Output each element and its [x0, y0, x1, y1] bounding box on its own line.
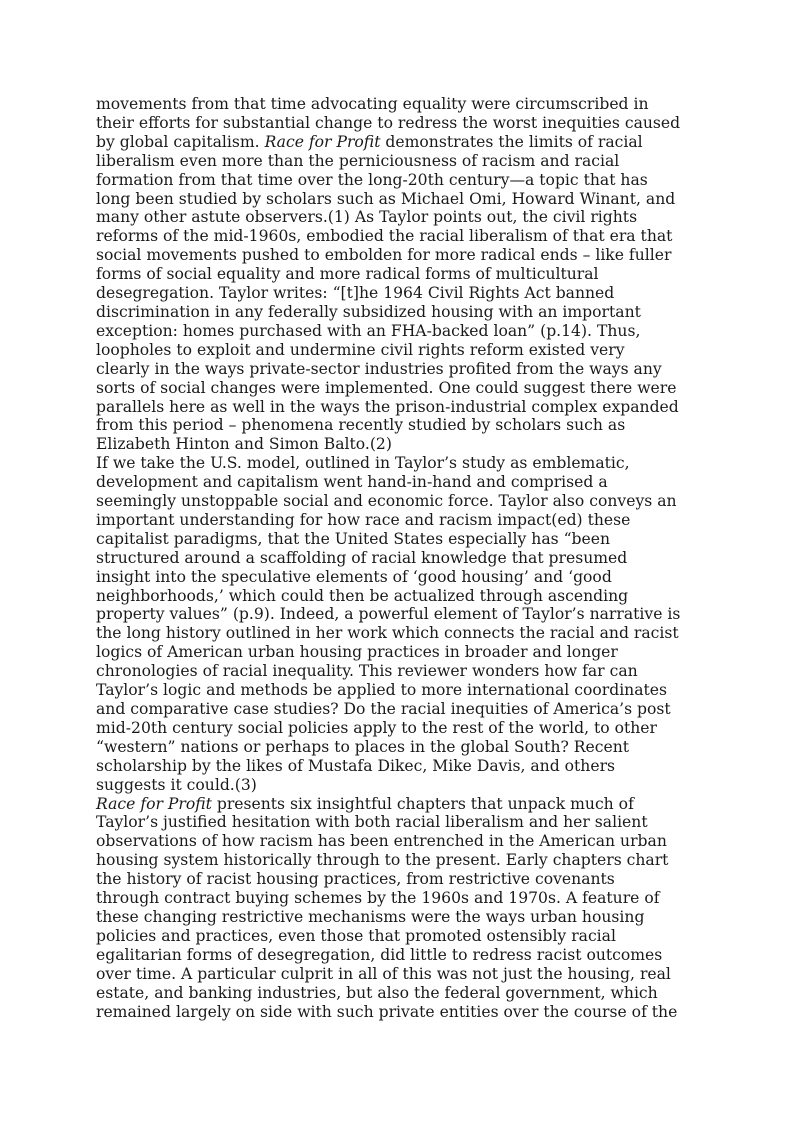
text-line	[96, 190, 708, 209]
text-run: through contract buying schemes by the 1960s and 1970s. A feature of	[96, 889, 660, 908]
text-run: estate, and banking industries, but also the federal government, which	[96, 983, 658, 1002]
text-line	[96, 700, 708, 719]
paragraph	[96, 95, 708, 454]
italic-title: Race for Profit	[264, 132, 381, 151]
text-run: many other astute observers.(1) As Taylor points out, the civil rights	[96, 208, 638, 227]
text-line	[96, 341, 708, 360]
text-run: social movements pushed to embolden for more radical ends – like fuller	[96, 246, 672, 265]
text-line	[96, 227, 708, 246]
text-line	[96, 454, 708, 473]
text-line	[96, 946, 708, 965]
text-line	[96, 681, 708, 700]
text-line	[96, 435, 708, 454]
text-line	[96, 908, 708, 927]
text-run: “western” nations or perhaps to places in the global South? Recent	[96, 737, 630, 756]
text-line	[96, 927, 708, 946]
text-line	[96, 643, 708, 662]
text-line	[96, 530, 708, 549]
text-run: reforms of the mid-1960s, embodied the racial liberalism of that era that	[96, 227, 673, 246]
text-run: from this period – phenomena recently studied by scholars such as	[96, 416, 626, 435]
text-run: by global capitalism.	[96, 132, 265, 151]
paragraph	[96, 795, 708, 1022]
text-run: these changing restrictive mechanisms were the ways urban housing	[96, 907, 645, 926]
text-run: seemingly unstoppable social and economic force. Taylor also conveys an	[96, 492, 677, 511]
text-line	[96, 889, 708, 908]
text-line	[96, 795, 708, 814]
text-run: the long history outlined in her work which connects the racial and racist	[96, 624, 679, 643]
text-run: discrimination in any federally subsidized housing with an important	[96, 302, 641, 321]
text-run: important understanding for how race and racism impact(ed) these	[96, 510, 631, 529]
text-line	[96, 246, 708, 265]
text-run: over time. A particular culprit in all of this was not just the housing, real	[96, 964, 671, 983]
text-line	[96, 152, 708, 171]
text-line	[96, 208, 708, 227]
text-line	[96, 171, 708, 190]
body-text	[96, 95, 708, 1021]
text-run: demonstrates the limits of racial	[380, 132, 643, 151]
text-run: presents six insightful chapters that unpack much of	[211, 794, 634, 813]
text-line	[96, 133, 708, 152]
text-run: liberalism even more than the perniciousness of racism and racial	[96, 151, 620, 170]
text-run: the history of racist housing practices, from restrictive covenants	[96, 870, 615, 889]
text-run: structured around a scaffolding of racial knowledge that presumed	[96, 548, 628, 567]
text-run: sorts of social changes were implemented. One could suggest there were	[96, 378, 677, 397]
text-line	[96, 851, 708, 870]
text-run: movements from that time advocating equality were circumscribed in	[96, 95, 649, 113]
text-line	[96, 568, 708, 587]
text-run: exception: homes purchased with an FHA-backed loan” (p.14). Thus,	[96, 321, 641, 340]
text-line	[96, 738, 708, 757]
text-run: neighborhoods,’ which could then be actualized through ascending	[96, 586, 629, 605]
italic-title: Race for Profit	[96, 794, 212, 813]
text-line	[96, 587, 708, 606]
text-run: logics of American urban housing practices in broader and longer	[96, 643, 618, 662]
text-run: development and capitalism went hand-in-hand and comprised a	[96, 473, 608, 492]
text-line	[96, 984, 708, 1003]
text-line	[96, 360, 708, 379]
text-line	[96, 303, 708, 322]
text-line	[96, 322, 708, 341]
text-line	[96, 719, 708, 738]
text-run: policies and practices, even those that promoted ostensibly racial	[96, 926, 616, 945]
text-run: and comparative case studies? Do the racial inequities of America’s post	[96, 700, 671, 718]
text-run: clearly in the ways private-sector industries profited from the ways any	[96, 359, 662, 378]
text-line	[96, 379, 708, 398]
text-run: Taylor’s logic and methods be applied to more international coordinates	[96, 681, 668, 700]
text-line	[96, 549, 708, 568]
text-line	[96, 114, 708, 133]
text-line	[96, 473, 708, 492]
text-line	[96, 832, 708, 851]
text-line	[96, 662, 708, 681]
text-run: suggests it could.(3)	[96, 775, 257, 794]
text-run: parallels here as well in the ways the prison-industrial complex expanded	[96, 397, 679, 416]
text-run: insight into the speculative elements of ‘good housing’ and ‘good	[96, 567, 612, 586]
text-run: forms of social equality and more radical forms of multicultural	[96, 265, 599, 284]
text-line	[96, 1003, 708, 1022]
text-line	[96, 965, 708, 984]
text-line	[96, 776, 708, 795]
text-run: If we take the U.S. model, outlined in Taylor’s study as emblematic,	[96, 454, 630, 473]
text-run: Elizabeth Hinton and Simon Balto.(2)	[96, 435, 392, 454]
text-line	[96, 813, 708, 832]
text-line	[96, 284, 708, 303]
text-run: scholarship by the likes of Mustafa Dikec, Mike Davis, and others	[96, 756, 616, 775]
text-run: capitalist paradigms, that the United States especially has “been	[96, 529, 611, 548]
text-line	[96, 265, 708, 284]
text-run: observations of how racism has been entrenched in the American urban	[96, 832, 667, 851]
text-run: loopholes to exploit and undermine civil rights reform existed very	[96, 340, 625, 359]
text-run: remained largely on side with such private entities over the course of the	[96, 1002, 678, 1021]
paragraph	[96, 454, 708, 794]
text-line	[96, 398, 708, 417]
text-line	[96, 870, 708, 889]
text-run: property values” (p.9). Indeed, a powerful element of Taylor’s narrative is	[96, 605, 681, 624]
text-line	[96, 757, 708, 776]
text-run: housing system historically through to the present. Early chapters chart	[96, 851, 669, 870]
text-line	[96, 416, 708, 435]
text-line	[96, 511, 708, 530]
text-line	[96, 605, 708, 624]
text-line	[96, 95, 708, 114]
text-run: mid-20th century social policies apply to the rest of the world, to other	[96, 718, 657, 737]
text-run: long been studied by scholars such as Michael Omi, Howard Winant, and	[96, 189, 676, 208]
text-line	[96, 492, 708, 511]
text-run: desegregation. Taylor writes: “[t]he 1964 Civil Rights Act banned	[96, 284, 615, 303]
text-line	[96, 624, 708, 643]
text-run: Taylor’s justified hesitation with both racial liberalism and her salient	[96, 813, 648, 832]
text-run: their efforts for substantial change to redress the worst inequities caused	[96, 113, 681, 132]
text-run: formation from that time over the long-20th century—a topic that has	[96, 170, 648, 189]
text-run: egalitarian forms of desegregation, did little to redress racist outcomes	[96, 945, 663, 964]
text-run: chronologies of racial inequality. This reviewer wonders how far can	[96, 662, 638, 681]
